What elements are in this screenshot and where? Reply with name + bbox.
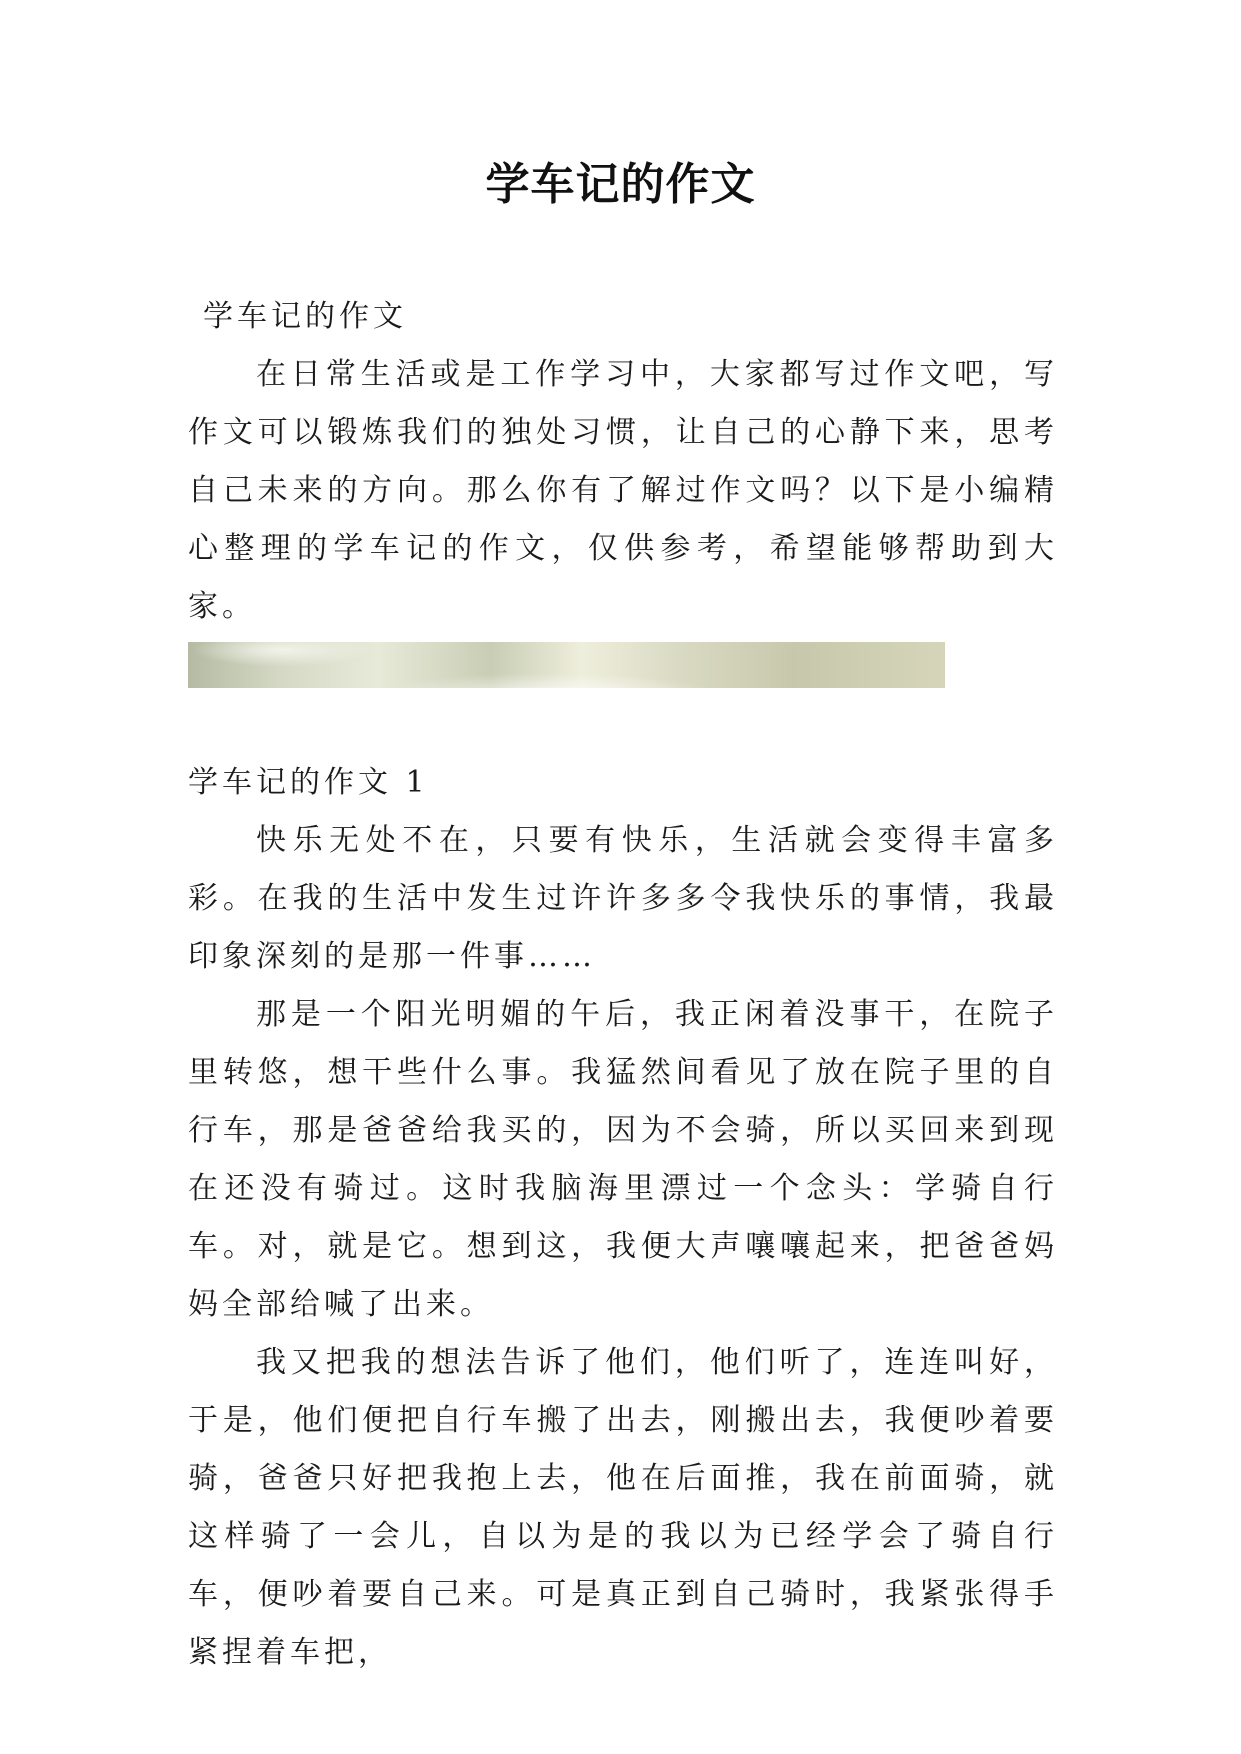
intro-paragraph: 在日常生活或是工作学习中，大家都写过作文吧，写作文可以锻炼我们的独处习惯，让自己的心静下来，思考自己未来的方向。那么你有了解过作文吗？以下是小编精心整理的学车记的作文，仅供参考，希望能够帮助到大家。 <box>188 357 1058 624</box>
decorative-banner-image <box>188 642 945 688</box>
body-paragraph: 我又把我的想法告诉了他们，他们听了，连连叫好，于是，他们便把自行车搬了出去，刚搬出去，我便吵着要骑，爸爸只好把我抱上去，他在后面推，我在前面骑，就这样骑了一会儿，自以为是的我以为已经学会了骑自行车，便吵着要自己来。可是真正到自己骑时，我紧张得手紧捏着车把， <box>188 1345 1058 1670</box>
body-paragraph: 那是一个阳光明媚的午后，我正闲着没事干，在院子里转悠，想干些什么事。我猛然间看见了放在院子里的自行车，那是爸爸给我买的，因为不会骑，所以买回来到现在还没有骑过。这时我脑海里漂过一个念头：学骑自行车。对，就是它。想到这，我便大声嚷嚷起来，把爸爸妈妈全部给喊了出来。 <box>188 997 1058 1322</box>
document-title: 学车记的作文 <box>485 159 756 210</box>
section-heading: 学车记的作文 1 <box>188 765 429 800</box>
body-paragraph: 快乐无处不在，只要有快乐，生活就会变得丰富多彩。在我的生活中发生过许许多多令我快乐的事情，我最印象深刻的是那一件事…… <box>188 823 1058 974</box>
document-subtitle: 学车记的作文 <box>203 299 407 334</box>
document-body <box>188 288 1058 1682</box>
